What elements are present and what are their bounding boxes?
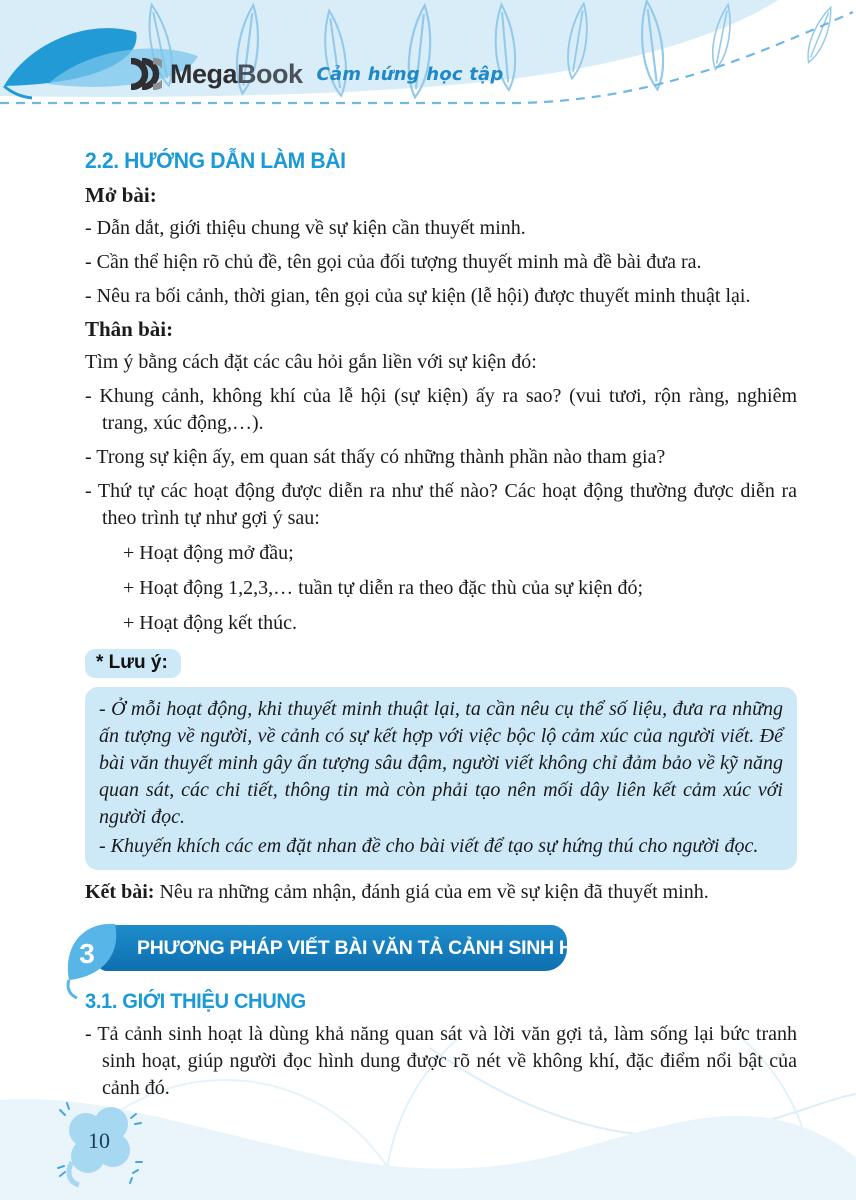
luu-y-note: - Ở mỗi hoạt động, khi thuyết minh thuật lại, ta cần nêu cụ thể số liệu, đưa ra những ấn tượng về người, về cảnh có sự kết hợp với việc bộc lộ cảm xúc của người viết. Để bài văn thuyết minh gây ấn tượng sâu đậm, người viết không chỉ đảm bảo về kỹ năng quan sát, các chi tiết, thông tin mà còn phải tạo nên mối dây liên kết cảm xúc với người đọc.: [99, 698, 783, 828]
section-3-banner-title: PHƯƠNG PHÁP VIẾT BÀI VĂN TẢ CẢNH SINH HOẠT: [97, 925, 567, 971]
section-3-1-heading: 3.1. GIỚI THIỆU CHUNG: [85, 990, 306, 1013]
leaf-outline-icon: [803, 5, 837, 65]
luu-y-note: - Khuyến khích các em đặt nhan đề cho bài viết để tạo sự hứng thú cho người đọc.: [99, 835, 759, 857]
section-2-2-heading: 2.2. HƯỚNG DẪN LÀM BÀI: [85, 148, 346, 173]
ket-bai-line: [85, 879, 797, 906]
main-content: [79, 148, 797, 1109]
activity-step: + Hoạt động 1,2,3,… tuần tự diễn ra theo đặc thù của sự kiện đó;: [123, 577, 644, 599]
section-3-intro: - Tả cảnh sinh hoạt là dùng khả năng quan sát và lời văn gợi tả, làm sống lại bức tranh sinh hoạt, giúp người đọc hình dung được rõ nét về không khí, đặc điểm nổi bật của cảnh đó.: [85, 1023, 797, 1099]
section-3-banner: [79, 918, 797, 978]
than-bai-intro: Tìm ý bằng cách đặt các câu hỏi gắn liền với sự kiện đó:: [85, 351, 537, 373]
activity-step: + Hoạt động kết thúc.: [123, 612, 298, 634]
ket-bai-label: Kết bài:: [85, 881, 155, 903]
activity-step: + Hoạt động mở đầu;: [123, 542, 294, 564]
logo-text: [170, 59, 303, 90]
number-leaf-stem: [68, 980, 77, 998]
than-bai-question: - Khung cảnh, không khí của lễ hội (sự kiện) ấy ra sao? (vui tươi, rộn ràng, nghiêm trang, xúc động,…).: [85, 385, 797, 434]
mo-bai-label: Mở bài:: [85, 183, 157, 207]
than-bai-question: - Thứ tự các hoạt động được diễn ra như thế nào? Các hoạt động thường được diễn ra theo trình tự như gợi ý sau:: [85, 480, 797, 529]
logo-arcs-icon: [128, 58, 162, 90]
section-3-number-leaf: [59, 914, 125, 1000]
section-number: 3: [79, 938, 95, 969]
luu-y-label: * Lưu ý:: [85, 649, 181, 678]
megabook-logo: [128, 58, 503, 90]
ket-bai-text: Nêu ra những cảm nhận, đánh giá của em về sự kiện đã thuyết minh.: [154, 881, 709, 903]
logo-mega: Mega: [170, 58, 238, 89]
than-bai-question: - Trong sự kiện ấy, em quan sát thấy có những thành phần nào tham gia?: [85, 446, 666, 468]
mo-bai-item: - Dẫn dắt, giới thiệu chung về sự kiện cần thuyết minh.: [85, 217, 526, 239]
logo-tagline: Cảm hứng học tập: [316, 63, 504, 85]
mo-bai-item: - Nêu ra bối cảnh, thời gian, tên gọi của sự kiện (lễ hội) được thuyết minh thuật lại.: [85, 285, 751, 307]
logo-book: Book: [237, 58, 303, 89]
page-number: 10: [88, 1128, 110, 1153]
than-bai-label: Thân bài:: [85, 317, 174, 341]
luu-y-note-block: [85, 687, 797, 870]
mo-bai-item: - Cần thể hiện rõ chủ đề, tên gọi của đối tượng thuyết minh mà đề bài đưa ra.: [85, 251, 702, 273]
